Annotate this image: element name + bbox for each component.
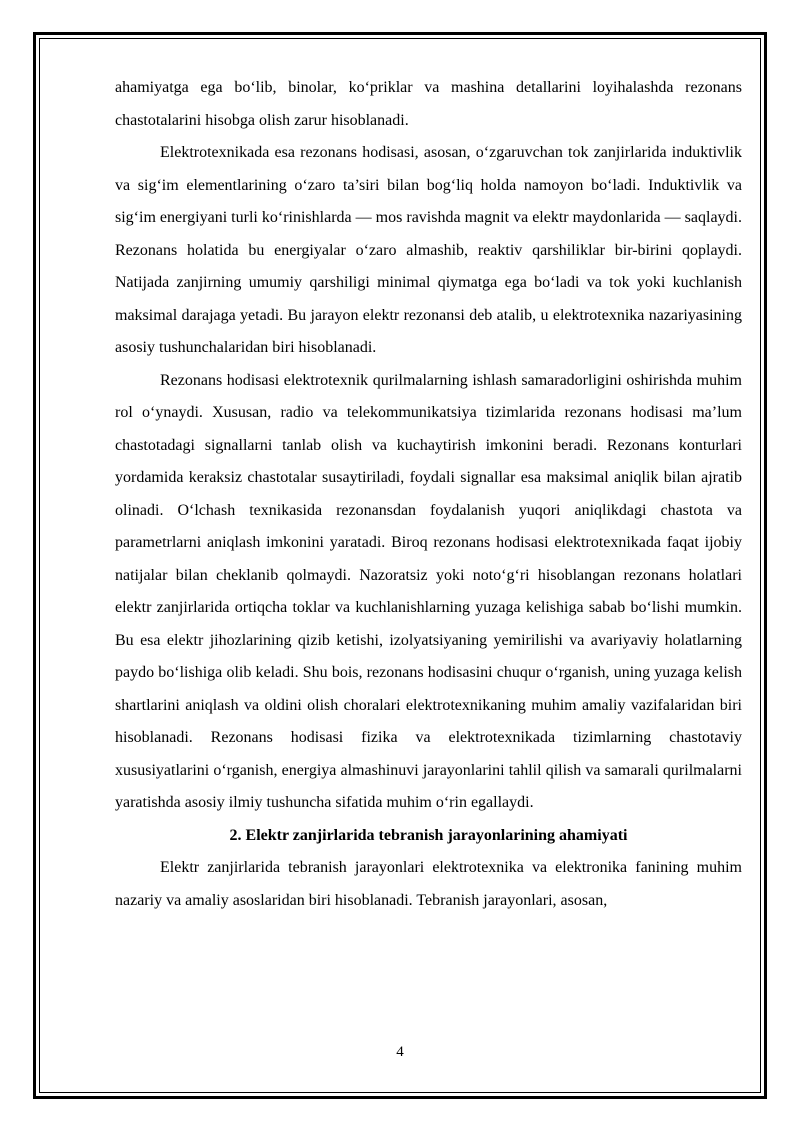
section-heading: 2. Elektr zanjirlarida tebranish jarayonlarining ahamiyati <box>229 826 628 844</box>
paragraph-electrical-resonance: Elektrotexnikada esa rezonans hodisasi, asosan, o‘zgaruvchan tok zanjirlarida induktivlik va sig‘im elementlarining o‘zaro ta’siri bilan bog‘liq holda namoyon bo‘ladi. Induktivlik va sig‘im energiyani turli ko‘rinishlarda — mos ravishda magnit va elektr maydonlarida — saqlaydi. Rezonans holatida bu energiyalar o‘zaro almashib, reaktiv qarshiliklar bir-birini qoplaydi. Natijada zanjirning umumiy qarshiligi minimal qiymatga ega bo‘ladi va tok yoki kuchlanish maksimal darajaga yetadi. Bu jarayon elektr rezonansi deb atalib, u elektrotexnika nazariyasining asosiy tushunchalaridan biri hisoblanadi. <box>115 144 742 356</box>
paragraph-continuation: ahamiyatga ega bo‘lib, binolar, ko‘priklar va mashina detallarini loyihalashda rezonans chastotalarini hisobga olish zarur hisoblanadi. <box>115 79 742 129</box>
page-number: 4 <box>396 1044 404 1060</box>
paragraph-resonance-applications: Rezonans hodisasi elektrotexnik qurilmalarning ishlash samaradorligini oshirishda muhim rol o‘ynaydi. Xususan, radio va telekommunikatsiya tizimlarida rezonans hodisasi ma’lum chastotadagi signallarni tanlab olish va kuchaytirish imkonini beradi. Rezonans konturlari yordamida keraksiz chastotalar susaytiriladi, foydali signallar esa maksimal aniqlik bilan ajratib olinadi. O‘lchash texnikasida rezonansdan foydalanish yuqori aniqlikdagi chastota va parametrlarni aniqlash imkonini yaratadi. Biroq rezonans hodisasi elektrotexnikada faqat ijobiy natijalar bilan cheklanib qolmaydi. Nazoratsiz yoki noto‘g‘ri hisoblangan rezonans holatlari elektr zanjirlarida ortiqcha toklar va kuchlanishlarning yuzaga kelishiga sabab bo‘lishi mumkin. Bu esa elektr jihozlarining qizib ketishi, izolyatsiyaning yemirilishi va avariyaviy holatlarning paydo bo‘lishiga olib keladi. Shu bois, rezonans hodisasini chuqur o‘rganish, uning yuzaga kelish shartlarini aniqlash va oldini olish choralari elektrotexnikaning muhim amaliy vazifalaridan biri hisoblanadi. Rezonans hodisasi fizika va elektrotexnikada tizimlarning chastotaviy xususiyatlarini o‘rganish, energiya almashinuvi jarayonlarini tahlil qilish va samarali qurilmalarni yaratishda asosiy ilmiy tushuncha sifatida muhim o‘rin egallaydi. <box>115 371 742 811</box>
paragraph-oscillation-processes: Elektr zanjirlarida tebranish jarayonlari elektrotexnika va elektronika fanining muhim nazariy va amaliy asoslaridan biri hisoblanadi. Tebranish jarayonlari, asosan, <box>115 859 742 909</box>
document-body <box>115 72 742 917</box>
